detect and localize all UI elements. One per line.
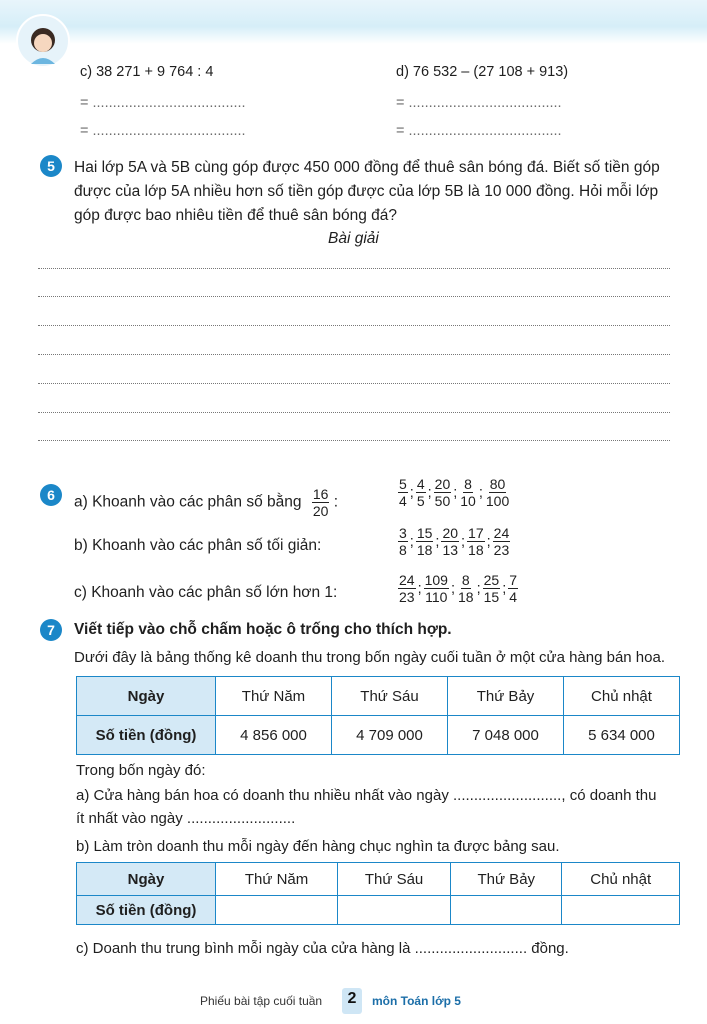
table-cell-day: Thứ Bảy — [448, 677, 564, 716]
avatar — [16, 14, 70, 68]
solution-line[interactable] — [38, 354, 670, 355]
revenue-table — [76, 676, 680, 755]
fraction-separator: ; — [409, 484, 414, 501]
fraction-separator: ; — [450, 580, 455, 597]
ex6-c-fraction-list — [398, 572, 518, 605]
fraction-denominator: 20 — [312, 503, 329, 519]
fraction-numerator: 8 — [464, 476, 472, 492]
fraction-option[interactable] — [424, 572, 449, 605]
table-cell-amount: 7 048 000 — [448, 716, 564, 755]
table-cell-amount: 4 856 000 — [216, 716, 332, 755]
fraction-separator: ; — [435, 533, 440, 550]
fraction-separator: ; — [486, 533, 491, 550]
fraction-separator: ; — [476, 580, 481, 597]
ex5-problem-text — [74, 156, 660, 228]
ex7-intro: Dưới đây là bảng thống kê doanh thu trong bốn ngày cuối tuần ở một cửa hàng bán hoa. — [74, 649, 665, 666]
fraction-denominator: 4 — [399, 493, 407, 509]
table-cell-empty[interactable] — [451, 896, 562, 925]
fraction-option[interactable] — [416, 525, 434, 558]
fraction-denominator: 23 — [399, 589, 415, 605]
ex7-within: Trong bốn ngày đó: — [76, 762, 206, 779]
fraction-separator: ; — [478, 484, 483, 501]
fraction-numerator: 25 — [483, 572, 500, 588]
ex7-title: Viết tiếp vào chỗ chấm hoặc ô trống cho thích hợp. — [74, 621, 452, 638]
table-header-amount: Số tiền (đồng) — [77, 716, 216, 755]
ex7-a-line2[interactable]: ít nhất vào ngày .......................... — [76, 810, 296, 827]
table-row — [77, 716, 680, 755]
ex6-b-fraction-list — [398, 525, 510, 558]
solution-line[interactable] — [38, 412, 670, 413]
fraction-denominator: 23 — [493, 542, 510, 558]
table-row — [77, 677, 680, 716]
fraction-numerator: 5 — [399, 476, 407, 492]
ex4-d-answer-line1[interactable]: = ...................................... — [396, 95, 562, 111]
table-row — [77, 896, 680, 925]
table-cell-day: Thứ Sáu — [338, 863, 451, 896]
fraction-denominator: 5 — [416, 493, 425, 509]
table-header-day: Ngày — [77, 677, 216, 716]
ex6-b-label: b) Khoanh vào các phân số tối giản: — [74, 537, 322, 554]
table-cell-amount: 5 634 000 — [564, 716, 680, 755]
table-cell-day: Chủ nhật — [562, 863, 680, 896]
ex4-d-answer-line2[interactable]: = ...................................... — [396, 123, 562, 139]
fraction-denominator: 8 — [399, 542, 407, 558]
fraction-numerator: 20 — [442, 525, 459, 541]
ex5-text-line2: được của lớp 5A nhiều hơn số tiền góp được của lớp 5B là 10 000 đồng. Hỏi mỗi lớp — [74, 183, 659, 200]
fraction-numerator: 109 — [424, 572, 448, 588]
fraction-numerator: 7 — [509, 572, 518, 588]
ex7-a-line1[interactable]: a) Cửa hàng bán hoa có doanh thu nhiều nhất vào ngày .........................., có doanh thu — [76, 787, 657, 804]
solution-line[interactable] — [38, 268, 670, 269]
footer-left: Phiếu bài tập cuối tuần — [200, 994, 323, 1008]
fraction-separator: ; — [461, 533, 466, 550]
fraction-option[interactable] — [483, 572, 501, 605]
fraction-separator: ; — [417, 580, 422, 597]
fraction-numerator: 24 — [399, 572, 415, 588]
solution-line[interactable] — [38, 440, 670, 441]
fraction-denominator: 13 — [442, 542, 459, 558]
fraction-option[interactable] — [398, 525, 408, 558]
fraction-numerator: 17 — [468, 525, 484, 541]
ex4-d-expression: d) 76 532 – (27 108 + 913) — [396, 64, 569, 80]
fraction-denominator: 110 — [425, 589, 448, 605]
table-cell-amount: 4 709 000 — [332, 716, 448, 755]
ex7-c-text[interactable]: c) Doanh thu trung bình mỗi ngày của cửa hàng là ........................... đồng. — [76, 940, 569, 957]
exercise-number-5: 5 — [40, 155, 62, 177]
fraction-denominator: 10 — [460, 493, 476, 509]
ex7-b-text: b) Làm tròn doanh thu mỗi ngày đến hàng chục nghìn ta được bảng sau. — [76, 838, 560, 855]
fraction-option[interactable] — [493, 525, 511, 558]
solution-line[interactable] — [38, 325, 670, 326]
page-number: 2 — [342, 988, 362, 1014]
fraction-option[interactable] — [416, 476, 426, 509]
rounded-revenue-table — [76, 862, 680, 925]
table-cell-day: Thứ Sáu — [332, 677, 448, 716]
fraction-numerator: 15 — [416, 525, 433, 541]
fraction-numerator: 3 — [399, 525, 407, 541]
fraction-option[interactable] — [485, 476, 510, 509]
table-cell-empty[interactable] — [562, 896, 680, 925]
ex6-a-fraction-list — [398, 476, 510, 509]
fraction-separator: ; — [453, 484, 458, 501]
fraction-denominator: 18 — [468, 542, 484, 558]
fraction-numerator: 4 — [416, 476, 425, 492]
header-band — [0, 0, 707, 44]
fraction-option[interactable] — [459, 476, 477, 509]
fraction-option[interactable] — [434, 476, 452, 509]
ex5-text-line3: góp được bao nhiêu tiền để thuê sân bóng đá? — [74, 207, 398, 224]
fraction-denominator: 50 — [434, 493, 451, 509]
ex4-c-answer-line1[interactable]: = ...................................... — [80, 95, 246, 111]
table-cell-empty[interactable] — [216, 896, 338, 925]
fraction-option[interactable] — [508, 572, 518, 605]
table-cell-day: Thứ Bảy — [451, 863, 562, 896]
fraction-option[interactable] — [398, 476, 408, 509]
fraction-option[interactable] — [467, 525, 485, 558]
fraction-option[interactable] — [457, 572, 475, 605]
ex4-c-answer-line2[interactable]: = ...................................... — [80, 123, 246, 139]
fraction-separator: ; — [427, 484, 432, 501]
exercise-number-6: 6 — [40, 484, 62, 506]
ex6-a-label-text: a) Khoanh vào các phân số bằng — [74, 493, 302, 511]
fraction-numerator: 8 — [461, 572, 470, 588]
fraction-numerator: 80 — [489, 476, 506, 492]
ex6-c-label: c) Khoanh vào các phân số lớn hơn 1: — [74, 584, 338, 601]
fraction-denominator: 18 — [416, 542, 433, 558]
fraction-option[interactable] — [441, 525, 459, 558]
table-cell-day: Thứ Năm — [216, 863, 338, 896]
fraction-numerator: 20 — [434, 476, 451, 492]
fraction-denominator: 18 — [458, 589, 474, 605]
solution-title: Bài giải — [328, 230, 379, 247]
fraction-denominator: 100 — [485, 493, 510, 509]
table-cell-day: Chủ nhật — [564, 677, 680, 716]
ex6-a-label: a) Khoanh vào các phân số bằng $\frac{16}{20}$ : — [74, 486, 339, 519]
footer-right: môn Toán lớp 5 — [372, 994, 461, 1008]
exercise-number-7: 7 — [40, 619, 62, 641]
ex6-a-target-fraction — [312, 486, 330, 519]
table-cell-day: Thứ Năm — [216, 677, 332, 716]
solution-line[interactable] — [38, 296, 670, 297]
fraction-denominator: 15 — [483, 589, 500, 605]
fraction-option[interactable] — [398, 572, 416, 605]
fraction-numerator: 24 — [493, 525, 510, 541]
ex4-c-expression: c) 38 271 + 9 764 : 4 — [80, 64, 214, 80]
table-header-day: Ngày — [77, 863, 216, 896]
table-cell-empty[interactable] — [338, 896, 451, 925]
table-header-amount: Số tiền (đồng) — [77, 896, 216, 925]
fraction-denominator: 4 — [509, 589, 518, 605]
girl-avatar-icon — [18, 16, 68, 66]
fraction-separator: ; — [502, 580, 507, 597]
ex5-text-line1: Hai lớp 5A và 5B cùng góp được 450 000 đồng để thuê sân bóng đá. Biết số tiền góp — [74, 159, 660, 176]
fraction-numerator: 16 — [312, 486, 329, 502]
solution-line[interactable] — [38, 383, 670, 384]
table-row — [77, 863, 680, 896]
fraction-separator: ; — [409, 533, 414, 550]
